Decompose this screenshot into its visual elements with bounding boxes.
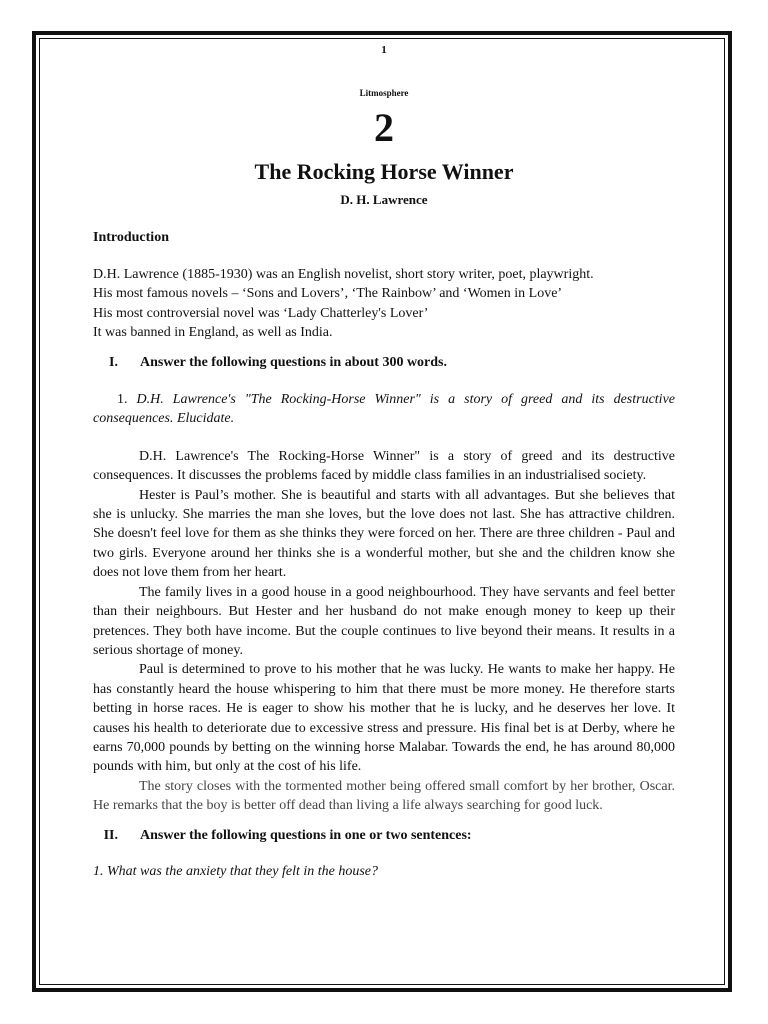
- section-2-heading: [93, 826, 675, 845]
- question-1: [93, 390, 675, 429]
- section-2-text: Answer the following questions in one or two sentences:: [140, 827, 472, 843]
- intro-line: It was banned in England, as well as India.: [93, 325, 333, 341]
- intro-line: D.H. Lawrence (1885-1930) was an English novelist, short story writer, poet, playwright.: [93, 267, 594, 282]
- question-1-number: 1.: [117, 392, 128, 408]
- page-number: 1: [381, 44, 387, 56]
- page-title: The Rocking Horse Winner: [254, 159, 514, 184]
- author-name: D. H. Lawrence: [340, 192, 428, 207]
- question-1-text: D.H. Lawrence's "The Rocking-Horse Winner" is a story of greed and its destructive consequences. Elucidate.: [93, 392, 675, 427]
- site-name: Litmosphere: [359, 88, 409, 98]
- document-body: [93, 228, 675, 881]
- answer-paragraph: The family lives in a good house in a good neighbourhood. They have servants and feel better than their neighbours. But Hester and her husband do not make enough money to keep up their pretences. They both have income. But the couple continues to live beyond their means. It results in a serious shortage of money.: [93, 584, 675, 658]
- answer-paragraph: Paul is determined to prove to his mother that he was lucky. He wants to make her happy. He has constantly heard the house whispering to him that there must be more money. He therefore starts betting in horse races. He is eager to show his mother that he is lucky, and he deserves her love. It causes his health to deteriorate due to excessive stress and pressure. His final bet is at Derby, where he earns 70,000 pounds by betting on the winning horse Malabar. Towards the end, he has around 80,000 pounds with him, but only at the cost of his life.: [93, 662, 675, 775]
- section-2-number: II.: [103, 827, 118, 843]
- section-1-heading: [93, 353, 675, 372]
- intro-heading: Introduction: [93, 230, 169, 245]
- chapter-number: 2: [374, 105, 394, 150]
- section-1-number: I.: [109, 354, 118, 370]
- intro-line: His most controversial novel was ‘Lady Chatterley's Lover’: [93, 305, 429, 321]
- answer-paragraph: Hester is Paul’s mother. She is beautiful and starts with all advantages. But she believes that she is unlucky. She marries the man she loves, but the love does not last. She has attractive children. She doesn't feel love for them as she thinks they were forced on her. There are three children - Paul and two girls. Everyone around her thinks she is a wonderful mother, but she and the children know she does not love them from her heart.: [93, 487, 675, 581]
- question-2: 1. What was the anxiety that they felt in the house?: [93, 863, 378, 879]
- section-1-text: Answer the following questions in about 300 words.: [140, 354, 448, 370]
- intro-line: His most famous novels – ‘Sons and Lovers’, ‘The Rainbow’ and ‘Women in Love’: [93, 286, 563, 302]
- answer-paragraph: The story closes with the tormented mother being offered small comfort by her brother, Oscar. He remarks that the boy is better off dead than living a life always searching for good luck.: [93, 778, 675, 814]
- answer-paragraph: D.H. Lawrence's The Rocking-Horse Winner" is a story of greed and its destructive consequences. It discusses the problems faced by middle class families in an industrialised society.: [93, 448, 675, 484]
